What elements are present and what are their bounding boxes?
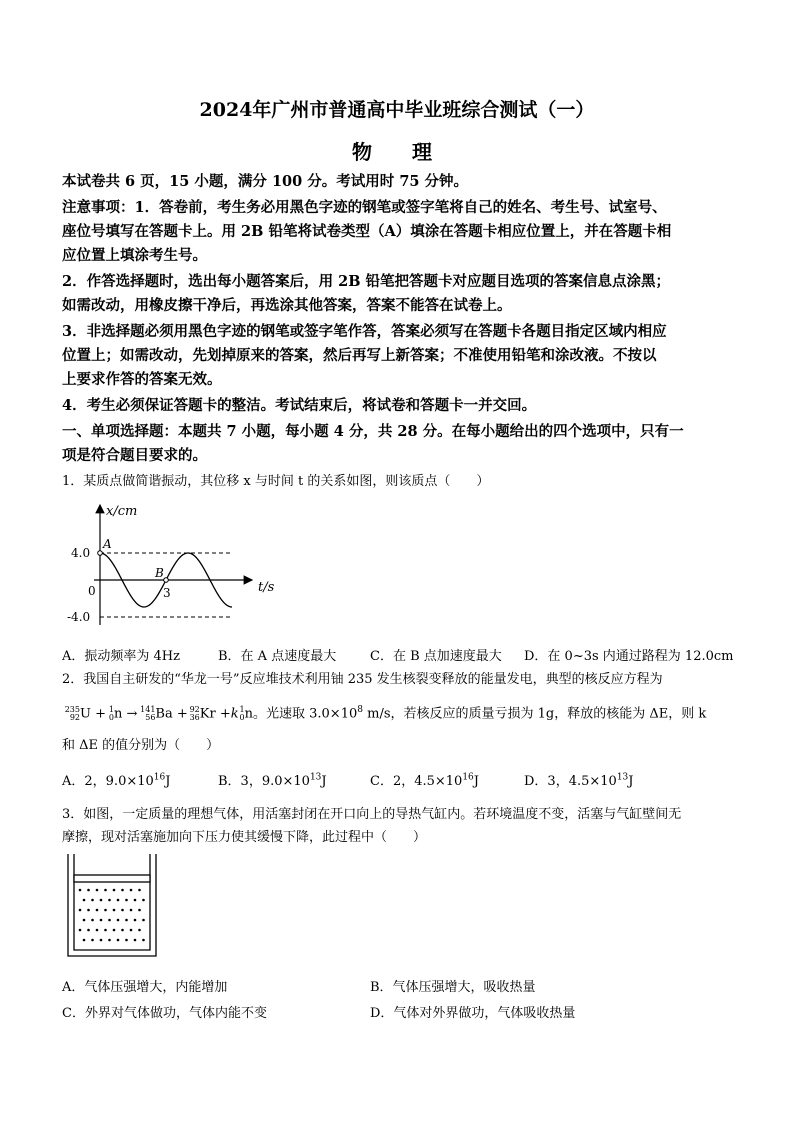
gas-molecule-dot — [100, 899, 103, 902]
section-1-heading-cont: 项是符合题目要求的。 — [62, 447, 207, 464]
gas-molecule-dot — [96, 889, 99, 892]
gas-molecule-dot — [142, 919, 145, 922]
n2-nuclide-index: 1 0 — [239, 704, 245, 722]
gas-molecule-dot — [117, 899, 120, 902]
gas-molecule-dot — [121, 929, 124, 932]
q1-option-d: D．在 0~3s 内通过路程为 12.0cm — [524, 649, 734, 664]
q2-option-d: D．3，$4.5\times 10^{13}J$ — [524, 772, 634, 789]
gas-molecule-dot — [113, 889, 116, 892]
q3-option-d: D．气体对外界做功，气体吸收热量 — [370, 1006, 576, 1021]
gas-molecule-dot — [91, 899, 94, 902]
piston — [74, 875, 150, 882]
ba-nuclide-index: 141 56 — [140, 704, 156, 722]
q2-option-a: A．2，$9.0\times 10^{16}J$ — [62, 772, 171, 789]
note-1a — [62, 198, 742, 218]
q2-equation-line: 235 92 U + 1 0 n → 141 56 Ba + 92 36 Kr +k 1 0 n。光速取 $3.0\times 10^8$ m/s，若核反应的质量亏损为 1g，释放的核能为 ΔE，则 k — [62, 700, 742, 724]
gas-molecule-dot — [104, 929, 107, 932]
gas-molecule-dot — [87, 929, 90, 932]
gas-molecule-dot — [125, 919, 128, 922]
gas-molecule-dot — [138, 889, 141, 892]
gas-molecule-dot — [108, 939, 111, 942]
gas-molecule-dot — [79, 929, 82, 932]
notes-label: 注意事项： — [62, 199, 135, 216]
gas-molecule-dot — [134, 919, 137, 922]
gas-molecule-dot — [117, 939, 120, 942]
gas-molecule-dot — [134, 939, 137, 942]
q3-stem-1: 3．如图，一定质量的理想气体，用活塞封闭在开口向上的导热气缸内。若环境温度不变，活塞与气缸壁间无 — [62, 807, 682, 822]
gas-molecule-dot — [87, 909, 90, 912]
gas-molecules — [79, 889, 145, 942]
q2-option-b: B．3，$9.0\times 10^{13}J$ — [218, 772, 327, 789]
note-3b: 位置上；如需改动，先划掉原来的答案，然后再写上新答案；不准使用铅笔和涂改液。不按以 — [62, 347, 657, 364]
q1-origin: 0 — [88, 584, 96, 598]
gas-molecule-dot — [121, 889, 124, 892]
gas-molecule-dot — [87, 889, 90, 892]
gas-molecule-dot — [113, 929, 116, 932]
note-3a: 3．非选择题必须用黑色字迹的钢笔或签字笔作答，答案必须写在答题卡各题目指定区域内相应 — [62, 323, 667, 340]
note-1b: 座位号填写在答题卡上。用 2B 铅笔将试卷类型（A）填涂在答题卡相应位置上，并在答题卡相 — [62, 223, 672, 240]
note-1c: 应位置上填涂考生号。 — [62, 247, 207, 264]
gas-molecule-dot — [138, 909, 141, 912]
q1-stem: 1．某质点做简谐振动，其位移 x 与时间 t 的关系如图，则该质点（ ） — [62, 474, 490, 489]
gas-molecule-dot — [130, 929, 133, 932]
gas-molecule-dot — [142, 939, 145, 942]
gas-molecule-dot — [138, 929, 141, 932]
gas-molecule-dot — [104, 889, 107, 892]
q1-tick-3: 3 — [163, 586, 171, 600]
gas-molecule-dot — [113, 909, 116, 912]
q1-tick-bottom: -4.0 — [67, 610, 91, 624]
cylinder-inner-wall — [74, 854, 150, 950]
section-1-heading: 一、单项选择题：本题共 7 小题，每小题 4 分，共 28 分。在每小题给出的四个选项中，只有一 — [62, 423, 684, 440]
gas-molecule-dot — [130, 889, 133, 892]
gas-molecule-dot — [91, 939, 94, 942]
q1-y-label: x/cm — [106, 504, 138, 519]
gas-molecule-dot — [125, 899, 128, 902]
gas-molecule-dot — [96, 929, 99, 932]
exam-info: 本试卷共 6 页，15 小题，满分 100 分。考试用时 75 分钟。 — [62, 173, 469, 190]
exam-title: 2024年广州市普通高中毕业班综合测试（一） — [199, 99, 595, 121]
q2-stem-3: 和 ΔE 的值分别为（ ） — [62, 738, 220, 753]
q1-point-b — [164, 578, 169, 583]
gas-molecule-dot — [79, 909, 82, 912]
gas-molecule-dot — [83, 939, 86, 942]
u-nuclide-index: 235 92 — [64, 704, 80, 722]
q1-point-a — [98, 551, 103, 556]
q1-tick-top: 4.0 — [71, 546, 91, 560]
gas-molecule-dot — [79, 889, 82, 892]
gas-molecule-dot — [96, 909, 99, 912]
gas-molecule-dot — [130, 909, 133, 912]
q3-option-c: C．外界对气体做功，气体内能不变 — [62, 1006, 267, 1021]
gas-molecule-dot — [83, 919, 86, 922]
kr-nuclide-index: 92 36 — [189, 704, 200, 722]
q2-option-c: C．2，$4.5\times 10^{16}J$ — [370, 772, 479, 789]
gas-molecule-dot — [142, 899, 145, 902]
q1-x-label: t/s — [258, 580, 275, 595]
gas-molecule-dot — [108, 899, 111, 902]
q3-cylinder-diagram — [62, 852, 162, 962]
note-1a-text: 1．答卷前，考生务必用黑色字迹的钢笔或签字笔将自己的姓名、考生号、试室号、 — [134, 199, 667, 216]
gas-molecule-dot — [104, 909, 107, 912]
gas-molecule-dot — [83, 899, 86, 902]
q1-graph — [62, 497, 287, 632]
note-2b: 如需改动，用橡皮擦干净后，再选涂其他答案，答案不能答在试卷上。 — [62, 297, 512, 314]
q3-option-b: B．气体压强增大，吸收热量 — [370, 980, 536, 995]
note-2a: 2．作答选择题时，选出每小题答案后，用 2B 铅笔把答题卡对应题目选项的答案信息点涂黑； — [62, 273, 671, 290]
q1-label-b: B — [155, 566, 164, 580]
gas-molecule-dot — [121, 909, 124, 912]
gas-molecule-dot — [91, 919, 94, 922]
q1-option-c: C．在 B 点加速度最大 — [370, 649, 502, 664]
q3-option-a: A．气体压强增大，内能增加 — [62, 980, 228, 995]
gas-molecule-dot — [100, 939, 103, 942]
q1-label-a: A — [103, 537, 112, 551]
q1-option-a: A．振动频率为 4Hz — [62, 649, 180, 664]
q3-stem-2: 摩擦，现对活塞施加向下压力使其缓慢下降，此过程中（ ） — [62, 830, 427, 845]
gas-molecule-dot — [100, 919, 103, 922]
gas-molecule-dot — [125, 939, 128, 942]
n-nuclide-index: 1 0 — [108, 704, 114, 722]
gas-molecule-dot — [117, 919, 120, 922]
q2-stem-1: 2．我国自主研发的“华龙一号”反应堆技术利用铀 235 发生核裂变释放的能量发电，典型的核反应方程为 — [62, 672, 663, 687]
note-3c: 上要求作答的答案无效。 — [62, 371, 222, 388]
gas-molecule-dot — [134, 899, 137, 902]
subject-title: 物 理 — [352, 140, 442, 164]
note-4: 4．考生必须保证答题卡的整洁。考试结束后，将试卷和答题卡一并交回。 — [62, 397, 537, 414]
gas-molecule-dot — [108, 919, 111, 922]
q1-option-b: B．在 A 点速度最大 — [218, 649, 337, 664]
